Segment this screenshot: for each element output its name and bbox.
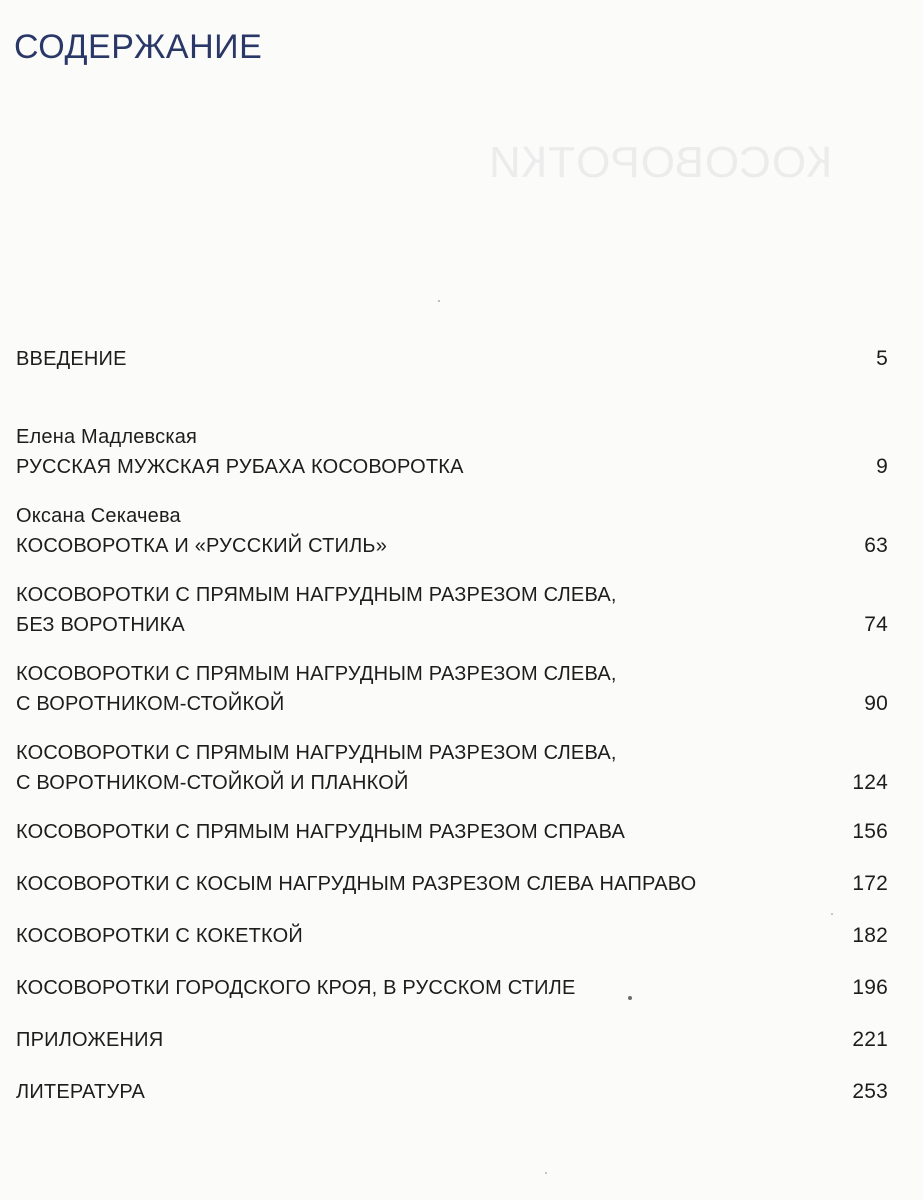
toc-entry-madlevskaya[interactable]: [16, 422, 888, 482]
toc-entry-introduction[interactable]: [16, 344, 888, 374]
toc-entry-title: КОСОВОРОТКИ С ПРЯМЫМ НАГРУДНЫМ РАЗРЕЗОМ СЛЕВА,: [16, 663, 617, 685]
toc-entry-title: ЛИТЕРАТУРА: [16, 1081, 146, 1103]
paper-speck: [628, 996, 632, 1000]
paper-speck: [438, 300, 440, 302]
toc-page-number: 156: [852, 820, 888, 843]
toc-entry-oblique-slit[interactable]: [16, 869, 888, 899]
toc-entry-author: Елена Мадлевская: [16, 426, 198, 448]
toc-entry-yoke[interactable]: [16, 921, 888, 951]
toc-entry-title: КОСОВОРОТКИ ГОРОДСКОГО КРОЯ, В РУССКОМ СТИЛЕ: [16, 977, 576, 999]
toc-entry-title: РУССКАЯ МУЖСКАЯ РУБАХА КОСОВОРОТКА: [16, 456, 464, 478]
show-through-text: КОСОВОРОТКИ: [488, 138, 833, 187]
toc-page-number: 63: [864, 534, 888, 557]
toc-page-number: 172: [852, 872, 888, 895]
toc-entry-title-continued: БЕЗ ВОРОТНИКА: [16, 614, 185, 636]
toc-entry-title: КОСОВОРОТКИ С ПРЯМЫМ НАГРУДНЫМ РАЗРЕЗОМ СЛЕВА,: [16, 584, 617, 606]
toc-entry-sekacheva[interactable]: [16, 501, 888, 561]
toc-entry-title: КОСОВОРОТКА И «РУССКИЙ СТИЛЬ»: [16, 535, 388, 557]
toc-page-number: 9: [876, 455, 888, 478]
toc-entry-literature[interactable]: [16, 1077, 888, 1107]
paper-speck: [831, 913, 833, 915]
toc-page-number: 182: [852, 924, 888, 947]
toc-entry-title: ПРИЛОЖЕНИЯ: [16, 1029, 164, 1051]
toc-page-number: 5: [876, 347, 888, 370]
toc-page-number: 74: [864, 613, 888, 636]
toc-entry-title: КОСОВОРОТКИ С КОСЫМ НАГРУДНЫМ РАЗРЕЗОМ СЛЕВА НАПРАВО: [16, 873, 697, 895]
toc-entry-left-stand-collar-placket[interactable]: [16, 738, 888, 798]
toc-entry-urban-cut[interactable]: [16, 973, 888, 1003]
toc-page-number: 196: [852, 976, 888, 999]
paper-speck: [545, 1172, 547, 1174]
toc-page-number: 253: [852, 1080, 888, 1103]
table-of-contents: [16, 344, 888, 1129]
toc-entry-title: КОСОВОРОТКИ С КОКЕТКОЙ: [16, 925, 303, 947]
toc-entry-right-slit[interactable]: [16, 817, 888, 847]
page-title: СОДЕРЖАНИЕ: [14, 28, 263, 66]
toc-entry-author: Оксана Секачева: [16, 505, 181, 527]
toc-entry-title: КОСОВОРОТКИ С ПРЯМЫМ НАГРУДНЫМ РАЗРЕЗОМ СПРАВА: [16, 821, 626, 843]
toc-entry-title: ВВЕДЕНИЕ: [16, 348, 127, 370]
toc-page-number: 90: [864, 692, 888, 715]
toc-entry-left-stand-collar[interactable]: [16, 659, 888, 719]
toc-page-number: 221: [852, 1028, 888, 1051]
toc-page-number: 124: [852, 771, 888, 794]
toc-entry-title-continued: С ВОРОТНИКОМ-СТОЙКОЙ И ПЛАНКОЙ: [16, 772, 409, 794]
toc-entry-appendices[interactable]: [16, 1025, 888, 1055]
toc-entry-title-continued: С ВОРОТНИКОМ-СТОЙКОЙ: [16, 693, 285, 715]
toc-entry-title: КОСОВОРОТКИ С ПРЯМЫМ НАГРУДНЫМ РАЗРЕЗОМ СЛЕВА,: [16, 742, 617, 764]
toc-entry-left-no-collar[interactable]: [16, 580, 888, 640]
